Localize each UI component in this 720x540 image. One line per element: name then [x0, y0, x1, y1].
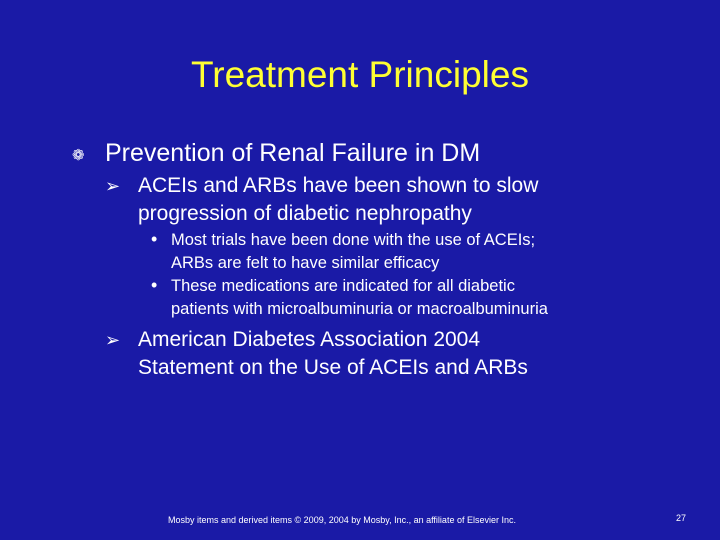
level2-bullet-line: Statement on the Use of ACEIs and ARBs	[138, 356, 528, 379]
level2-bullet-line: American Diabetes Association 2004	[138, 328, 481, 351]
slide-footer: Mosby items and derived items © 2009, 2004 by Mosby, Inc., an affiliate of Elsevier Inc.	[168, 515, 516, 525]
level1-bullet-icon: ❁	[72, 147, 85, 164]
sub-bullet-icon: •	[151, 229, 158, 249]
level1-bullet-text: Prevention of Renal Failure in DM	[105, 139, 481, 167]
sub-bullet-line: patients with microalbuminuria or macroalbuminuria	[171, 300, 548, 318]
sub-bullet-line: These medications are indicated for all diabetic	[171, 277, 515, 295]
arrow-bullet-icon: ➢	[105, 330, 121, 350]
slide-title: Treatment Principles	[191, 54, 529, 95]
sub-bullet-line: Most trials have been done with the use of ACEIs;	[171, 231, 536, 249]
level2-bullet-line: ACEIs and ARBs have been shown to slow	[138, 174, 539, 197]
page-number: 27	[676, 513, 687, 523]
level2-bullet-line: progression of diabetic nephropathy	[138, 202, 472, 225]
arrow-bullet-icon: ➢	[105, 176, 121, 196]
sub-bullet-line: ARBs are felt to have similar efficacy	[171, 254, 440, 272]
sub-bullet-icon: •	[151, 275, 158, 295]
